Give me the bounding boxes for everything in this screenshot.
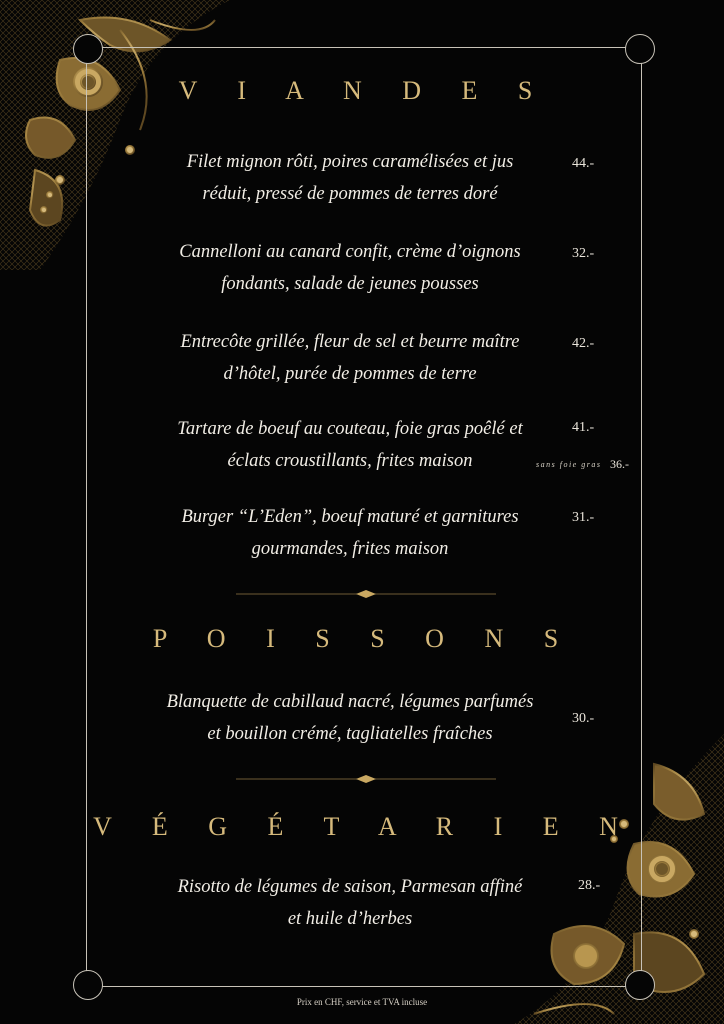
price: 32.- [572,246,595,261]
dish-filet-mignon [140,146,560,210]
footer-note: Prix en CHF, service et TVA incluse [296,997,428,1007]
dish-line: Burger “L’Eden”, boeuf maturé et garnitures [181,507,519,527]
dish-line: fondants, salade de jeunes pousses [221,274,479,294]
price: 31.- [572,510,595,525]
dish-line: Entrecôte grillée, fleur de sel et beurre maître [180,332,520,352]
dish-line: Risotto de légumes de saison, Parmesan affiné [177,877,523,897]
frame-corner [73,34,103,64]
dish-line: Filet mignon rôti, poires caramélisées et jus [186,152,514,172]
alt-price: 36.- [610,457,629,471]
frame-corner [625,970,655,1000]
dish-cannelloni [140,236,560,300]
dish-line: gourmandes, frites maison [251,539,449,559]
dish-risotto [140,871,560,935]
dish-line: d’hôtel, purée de pommes de terre [223,364,477,384]
dish-line: et bouillon crémé, tagliatelles fraîches [207,724,493,744]
alt-price-label: sans foie gras [536,460,602,469]
dish-line: éclats croustillants, frites maison [227,451,473,471]
section-title-vegetarien: V É G É T A R I E N [93,812,635,841]
price: 42.- [572,336,595,351]
dish-line: réduit, pressé de pommes de terres doré [202,184,498,204]
dish-burger [140,501,560,565]
dish-entrecote [140,326,560,390]
dish-line: Blanquette de cabillaud nacré, légumes parfumés [166,692,534,712]
divider-ornament-icon [236,589,496,599]
dish-line: Cannelloni au canard confit, crème d’oignons [179,242,521,262]
price: 28.- [578,878,601,893]
dish-line: Tartare de boeuf au couteau, foie gras poêlé et [177,419,523,439]
price: 44.- [572,156,595,171]
section-title-poissons: P O I S S O N S [152,624,576,653]
divider-ornament-icon [236,774,496,784]
dish-tartare [140,413,560,477]
frame-corner [73,970,103,1000]
frame-corner [625,34,655,64]
dish-line: et huile d’herbes [287,909,413,929]
dish-blanquette [140,686,560,750]
price: 41.- [572,420,595,435]
section-title-viandes: V I A N D E S [178,76,550,105]
price: 30.- [572,711,595,726]
